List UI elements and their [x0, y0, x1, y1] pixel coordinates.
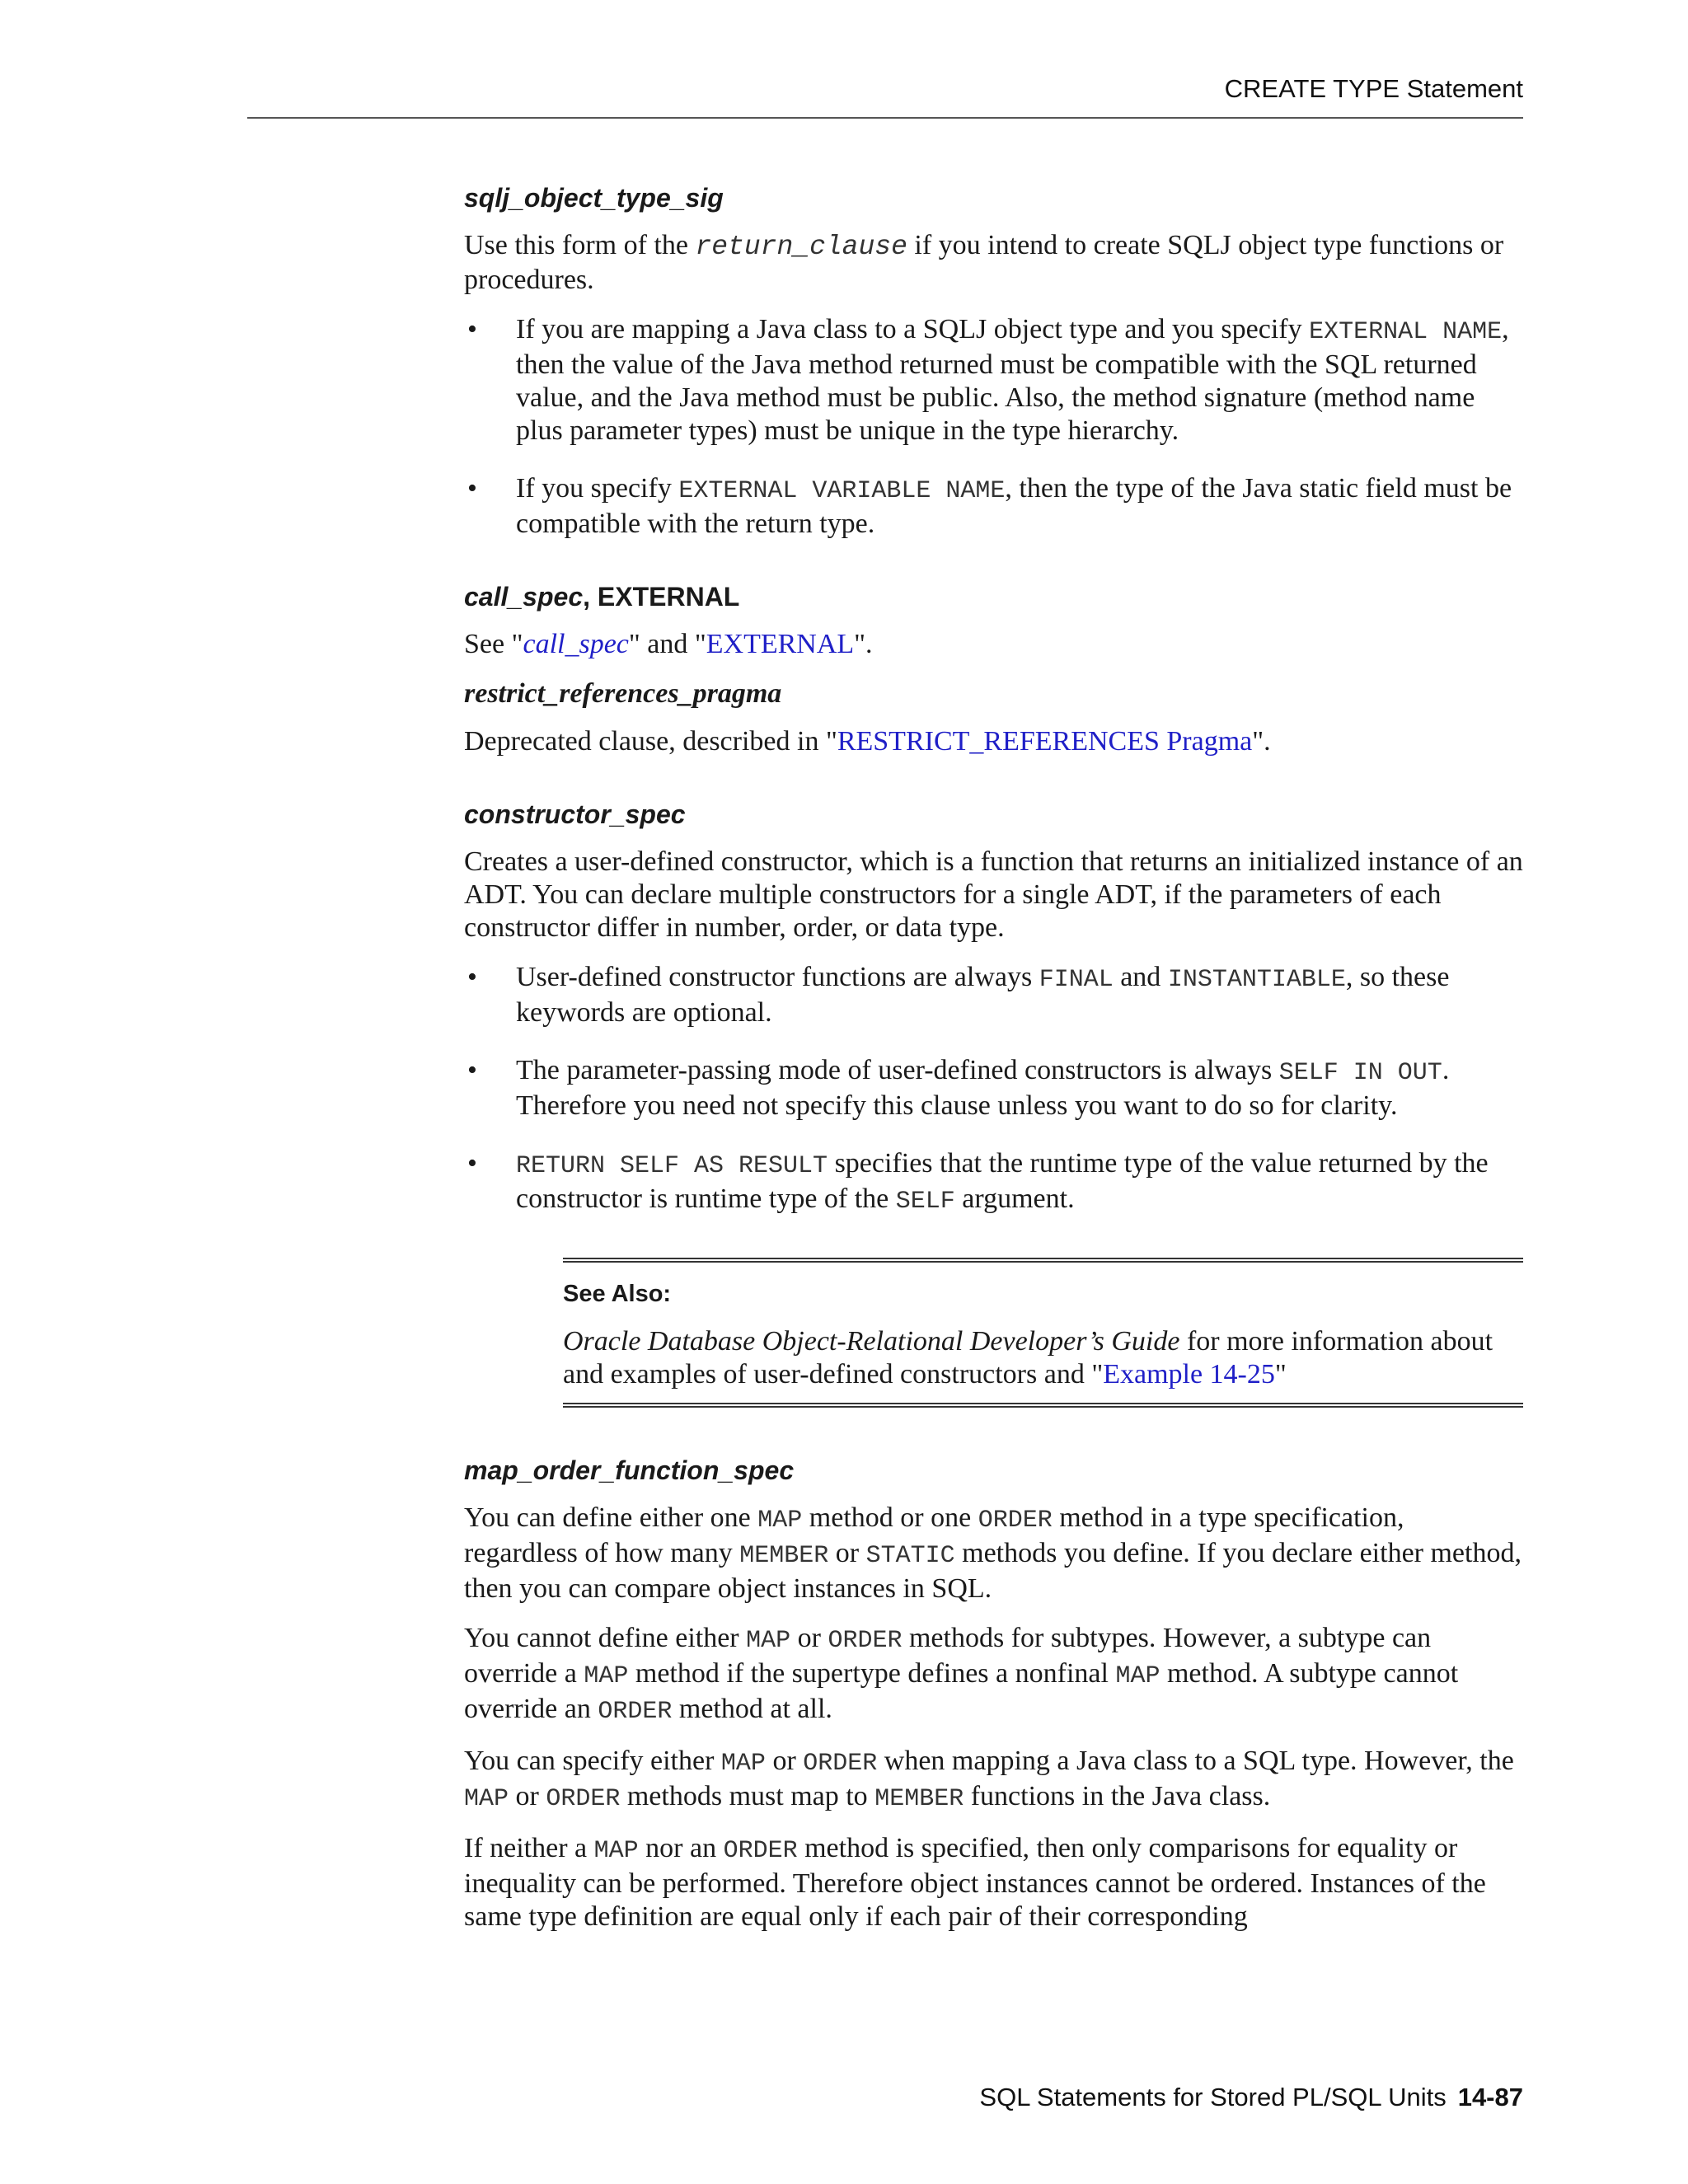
text: Use this form of the	[464, 230, 696, 260]
text: method in a type specification, regardless of how many	[464, 1502, 1404, 1568]
text: nor an	[638, 1833, 724, 1863]
text: . Therefore you need not specify this clause unless you want to do so for clarity.	[516, 1055, 1450, 1121]
text: methods must map to	[620, 1781, 875, 1811]
bullet-icon: •	[467, 314, 477, 344]
text: and	[1113, 962, 1168, 992]
code-term: MEMBER	[874, 1785, 964, 1813]
heading-text: constructor_spec	[464, 799, 686, 829]
code-term: ORDER	[803, 1750, 878, 1778]
code-term: MAP	[746, 1627, 791, 1655]
bullet-icon: •	[467, 473, 477, 504]
code-term: STATIC	[865, 1542, 955, 1570]
heading-restrict-references-pragma: restrict_references_pragma	[464, 678, 782, 709]
text: method if the supertype defines a nonfinal	[628, 1658, 1116, 1689]
text: ".	[854, 629, 873, 659]
link-restrict-references-pragma[interactable]: RESTRICT_REFERENCES Pragma	[837, 726, 1253, 757]
text: specifies that the runtime type of the value returned by the constructor is runtime type of the	[516, 1148, 1489, 1214]
list-item	[464, 1147, 1523, 1218]
paragraph	[464, 229, 1523, 297]
page-content	[464, 181, 1523, 1950]
text: , then the value of the Java method returned must be compatible with the SQL returned value, and the Java method must be public. Also, the method signature (method name plus parameter types) must be unique in the type hierarchy.	[516, 314, 1509, 446]
page-number: 14-87	[1457, 2083, 1523, 2111]
heading-text: sqlj_object_type_sig	[464, 183, 724, 213]
text: or	[828, 1538, 866, 1568]
text: when mapping a Java class to a SQL type. However, the	[877, 1746, 1514, 1776]
paragraph	[464, 1745, 1523, 1816]
code-term: MAP	[464, 1785, 509, 1813]
code-term: MEMBER	[739, 1542, 829, 1570]
paragraph	[464, 1832, 1523, 1933]
bullet-list	[464, 313, 1523, 541]
text: , then the type of the Java static field must be compatible with the return type.	[516, 473, 1512, 539]
code-term: MAP	[757, 1507, 803, 1535]
heading-text: , EXTERNAL	[583, 582, 740, 612]
code-term: MAP	[593, 1837, 639, 1865]
text: You cannot define either	[464, 1623, 747, 1653]
code-term: EXTERNAL VARIABLE NAME	[678, 477, 1006, 505]
paragraph	[464, 1502, 1523, 1605]
code-term: return_clause	[695, 232, 907, 262]
paragraph: Creates a user-defined constructor, which is a function that returns an initialized instance of an ADT. You can declare multiple constructors for a single ADT, if the parameters of each constructor differ in number, order, or data type.	[464, 846, 1523, 943]
bullet-list	[464, 961, 1523, 1218]
text: See "	[464, 629, 523, 659]
list-item	[464, 961, 1523, 1029]
text: "	[1274, 1359, 1287, 1390]
text: method is specified, then only comparisons for equality or inequality can be performed. Therefore object instances cannot be ordered. Instances of the same type definition are equal only if each pair of their corresponding	[464, 1833, 1486, 1932]
code-term: ORDER	[828, 1627, 903, 1655]
text: method or one	[802, 1502, 978, 1533]
text: for more information about and examples of user-defined constructors and "	[563, 1326, 1493, 1390]
code-term: MAP	[1115, 1662, 1160, 1690]
text: Deprecated clause, described in "	[464, 726, 837, 757]
running-header: CREATE TYPE Statement	[1224, 74, 1523, 103]
paragraph	[464, 725, 1523, 758]
text: argument.	[954, 1183, 1075, 1214]
bullet-icon: •	[467, 1148, 477, 1179]
footer-title: SQL Statements for Stored PL/SQL Units	[979, 2083, 1447, 2111]
heading-sqlj-object-type-sig	[464, 181, 1523, 214]
bullet-icon: •	[467, 1055, 477, 1085]
code-term: ORDER	[598, 1698, 673, 1726]
bullet-icon: •	[467, 962, 477, 992]
header-rule	[247, 117, 1523, 119]
heading-constructor-spec	[464, 798, 1523, 831]
text: methods you define. If you declare either method, then you can compare object instances in SQL.	[464, 1538, 1522, 1604]
link-example-14-25[interactable]: Example 14-25	[1103, 1359, 1275, 1390]
link-call-spec[interactable]: call_spec	[523, 629, 629, 659]
code-term: ORDER	[723, 1837, 798, 1865]
text: or	[790, 1623, 828, 1653]
text: or	[509, 1781, 546, 1811]
see-also-title: See Also:	[563, 1281, 672, 1307]
text: , so these keywords are optional.	[516, 962, 1450, 1028]
text: ".	[1252, 726, 1271, 757]
paragraph	[464, 628, 1523, 661]
list-item	[464, 472, 1523, 541]
text: " and "	[628, 629, 706, 659]
text: methods for subtypes. However, a subtype can override a	[464, 1623, 1432, 1689]
book-title: Oracle Database Object-Relational Developer’s Guide	[563, 1326, 1180, 1357]
text: If you are mapping a Java class to a SQLJ object type and you specify	[516, 314, 1310, 344]
code-term: FINAL	[1039, 966, 1114, 994]
see-also-box	[563, 1258, 1523, 1408]
text: If neither a	[464, 1833, 594, 1863]
link-external[interactable]: EXTERNAL	[706, 629, 855, 659]
text: functions in the Java class.	[964, 1781, 1271, 1811]
see-also-text	[563, 1325, 1523, 1391]
text: The parameter-passing mode of user-defined constructors is always	[516, 1055, 1279, 1085]
list-item	[464, 1054, 1523, 1122]
text: or	[765, 1746, 804, 1776]
code-term: ORDER	[546, 1785, 621, 1813]
code-term: EXTERNAL NAME	[1309, 318, 1503, 346]
text: You can define either one	[464, 1502, 758, 1533]
page-footer	[979, 2083, 1523, 2112]
code-term: SELF	[895, 1188, 955, 1216]
code-term: INSTANTIABLE	[1167, 966, 1346, 994]
text: You can specify either	[464, 1746, 721, 1776]
heading-map-order-function-spec	[464, 1454, 1523, 1487]
list-item	[464, 313, 1523, 448]
code-term: SELF IN OUT	[1278, 1059, 1442, 1087]
code-term: RETURN SELF AS RESULT	[516, 1152, 828, 1180]
text: If you specify	[516, 473, 679, 504]
paragraph	[464, 1622, 1523, 1728]
text: User-defined constructor functions are always	[516, 962, 1039, 992]
code-term: ORDER	[978, 1507, 1053, 1535]
heading-text-italic: call_spec	[464, 582, 584, 612]
text: method. A subtype cannot override an	[464, 1658, 1459, 1724]
heading-call-spec	[464, 580, 1523, 613]
text: method at all.	[672, 1694, 832, 1724]
code-term: MAP	[584, 1662, 629, 1690]
code-term: MAP	[720, 1750, 766, 1778]
heading-text: map_order_function_spec	[464, 1455, 795, 1485]
text: if you intend to create SQLJ object type functions or procedures.	[464, 230, 1504, 295]
